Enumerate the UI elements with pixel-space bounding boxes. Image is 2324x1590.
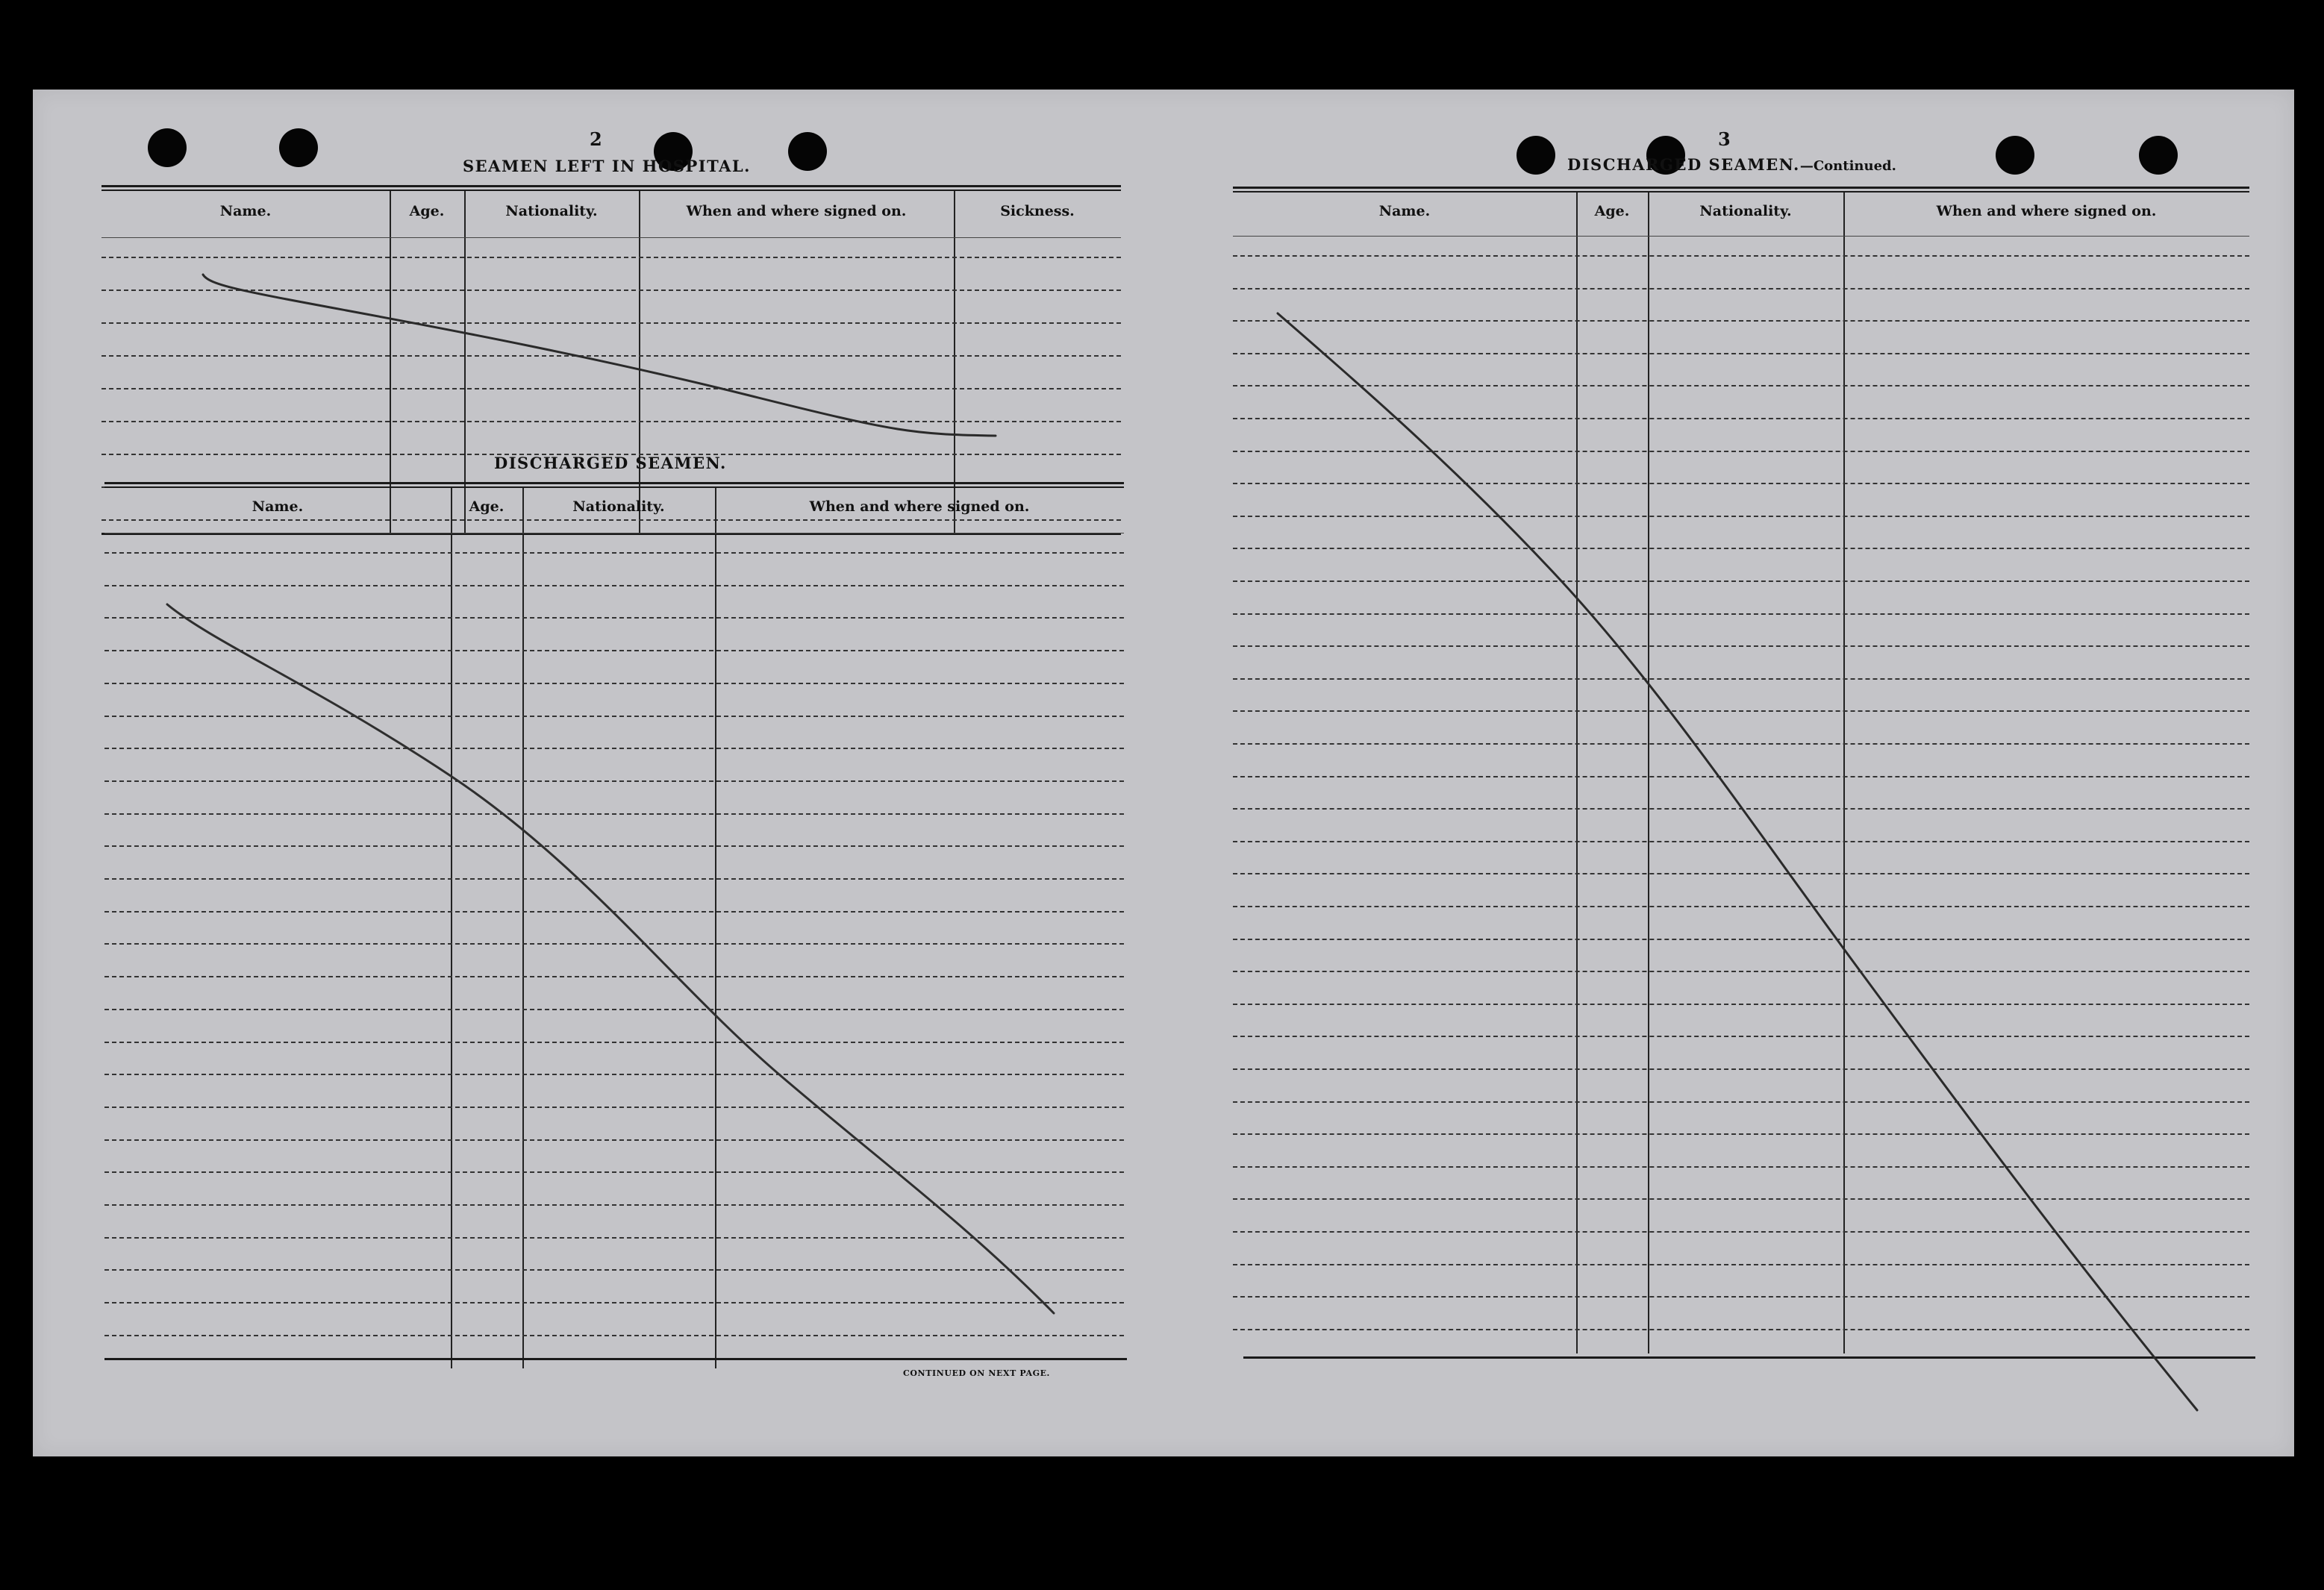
column-header-name: Name. bbox=[1378, 203, 1431, 219]
column-header-signed-on: When and where signed on. bbox=[809, 498, 1030, 515]
column-header-sickness: Sickness. bbox=[1000, 203, 1075, 219]
continued-note: CONTINUED ON NEXT PAGE. bbox=[903, 1368, 1050, 1378]
cancellation-strokes bbox=[33, 90, 2294, 1456]
column-header-nationality: Nationality. bbox=[505, 203, 598, 219]
column-header-name: Name. bbox=[219, 203, 272, 219]
column-header-nationality: Nationality. bbox=[572, 498, 665, 515]
section-title-text: DISCHARGED SEAMEN. bbox=[1567, 155, 1800, 174]
column-header-signed-on: When and where signed on. bbox=[1936, 203, 2157, 219]
page-number: 3 bbox=[1718, 128, 1731, 150]
section-title: DISCHARGED SEAMEN. bbox=[494, 454, 727, 472]
form-sheet bbox=[33, 90, 2294, 1456]
cancellation-stroke bbox=[203, 275, 996, 436]
section-title-suffix: —Continued. bbox=[1799, 158, 1896, 174]
column-header-age: Age. bbox=[409, 203, 445, 219]
column-header-nationality: Nationality. bbox=[1699, 203, 1792, 219]
column-header-signed-on: When and where signed on. bbox=[686, 203, 907, 219]
column-header-age: Age. bbox=[1594, 203, 1630, 219]
section-title: SEAMEN LEFT IN HOSPITAL. bbox=[463, 157, 751, 175]
cancellation-stroke bbox=[167, 604, 1054, 1313]
page-number: 2 bbox=[590, 128, 603, 150]
column-header-age: Age. bbox=[469, 498, 505, 515]
cancellation-stroke bbox=[1278, 313, 2197, 1410]
column-header-name: Name. bbox=[252, 498, 304, 515]
